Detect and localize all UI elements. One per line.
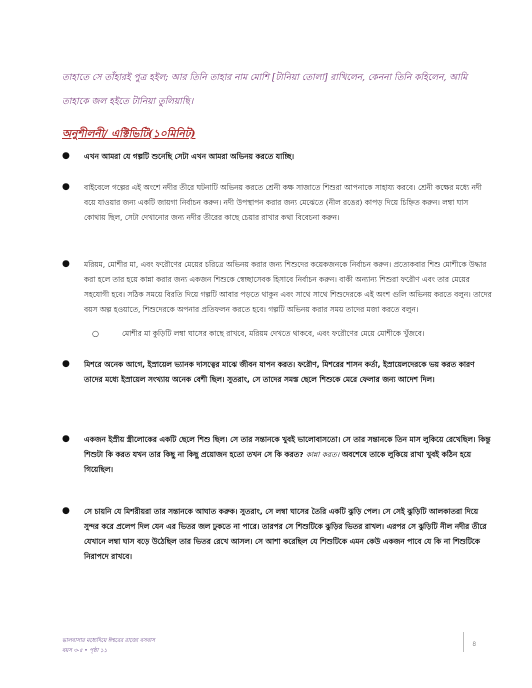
page-number: ৪ [472,640,477,648]
bullet-icon: ● [62,182,70,192]
bullet-icon: ● [62,359,70,369]
activity-heading: অনুশীলনী/ এক্টিভিটি(১০মিনিট) [62,128,196,140]
list-item: ● এখন আমরা যে গল্পটি শুনেছি সেটা এখন আমরা অভিনয় করতে যাচ্ছি। [62,149,492,164]
list-item: ● বাইবেলে গল্পের এই অংশে নদীর তীরে ঘটনাটি অভিনয় করতে শ্রেনী কক্ষ সাজাতে শিশুরা আপনাকে সাহায্য করবে। শ্রেনী কক্ষের মধ্যে নদী বয়ে যাওয়ার জন্য একটি জায়গা নির্বাচন করুন। নদী উপস্থাপন করার জন্য মেঝেতে (নীল রঙের) কাপড় দিয়ে চিহ্নিত করুন। লম্বা ঘাস কোথায় ছিল, সেটা দেখানোর জন্য নদীর তীরের কাছে চেয়ার রাখার কথা বিবেচনা করুন। [62,182,482,222]
intro-quote [62,66,482,114]
bullet-icon: ● [62,506,70,516]
footer-text [62,636,155,656]
list-item: ● সে চায়নি যে মিশরীয়রা তার সন্তানকে আঘাত করুক। সুতরাং, সে লম্বা ঘাসের তৈরি একটি ঝুড়ি পেল। সে সেই ঝুড়িটি আলকাতরা দিয়ে সুন্দর করে প্রলেপ দিল যেন এর ভিতর জল ঢুকতে না পারে। তারপর সে শিশুটিকে ঝুড়ির ভিতর রাখল। এরপর সে ঝুড়িটি নীল নদীর তীরে যেখানে লম্বা ঘাস বড়ে উঠেছিল তার ভিতর রেখে আসল। সে আশা করেছিল যে শিশুটিকে এমন কেউ একজন পাবে যে কি না শিশুটিকে নিরাপদে রাখবে। [62,506,487,561]
intro-line-2: তাহাকে জল হইতে টানিয়া তুলিয়াছি। [62,97,194,107]
italic-answer: কান্না করত। [303,450,340,459]
footer-title: ভালবাসার মধ্যেদিয়ে ঈশ্বরের রাজ্যে বসবাস [62,638,155,644]
bullet-icon: ● [62,151,70,161]
list-item: ● মরিয়ম, মোশীর মা, এবং ফরৌণের মেয়ের চরিত্রে অভিনয় করার জন্য শিশুদের কয়েকজনকে নির্বাচন করুন। প্রত্যেকবার শিশু মোশীকে উদ্ধার করা হলে তার হয়ে কান্না করার জন্য একজন শিশুকে স্বেচ্ছাসেবক হিসাবে নির্বাচন করুন। বাকী অন্যান্য শিশুরা ফরৌণ এবং তার মেয়ের সহযোগী হবে। সঠিক সময়ে বিরতি দিয়ে গল্পটি আবার পড়তে থাকুন এবং সাথে সাথে শিশুদেরকে এই অংশ গুলি অভিনয় করতে বলুন। তাদের বয়স অল্প হওয়াতে, শিশুদেরকে অপনার প্রতিফলন করতে হবে। গল্পটি অভিনয় করার সময় তাদের মজা করতে বলুন। [62,259,492,314]
intro-line-1: তাহাতে সে তাঁহারই পুত্র হইল; আর তিনি তাহার নাম মোশি [টানিয়া তোলা] রাখিলেন, কেননা তিনি কহিলেন, আমি [62,73,468,83]
footer-divider [463,632,464,652]
list-item: ● মিশরে অনেক আগে, ইস্রায়েল ভ্যানক দাসত্বের মাঝে জীবন যাপন করত। ফরৌণ, মিশরের শাসন কর্তা, ইস্রায়েলদেরকে ভয় করত কারণ তাদের মধ্যে ইস্রায়েল সংখ্যায় অনেক বেশী ছিল। সুতরাং, সে তাদের সমস্ত ছেলে শিশুকে মেরে ফেলার জন্য আদেশ দিল। [62,359,475,384]
list-item: ● একজন ইস্রীয় স্ত্রীলোকের একটি ছেলে শিশু ছিল। সে তার সন্তানকে খুবই ভালোবাসতো। সে তার সন্তানকে তিন মাস লুকিয়ে রেখেছিল। কিন্তু শিশুটা কি করত যখন তার কিছু না কিছু প্রয়োজন হতো তখন সে কি করত? কান্না করত। অবশেষে তাকে লুকিয়ে রাখা খুবই কঠিন হয়ে গিয়েছিল। [62,434,491,474]
bullet-icon: ● [62,259,70,269]
footer-subtitle: বয়স ৩-৫ • পৃষ্ঠা ১১ [62,648,108,654]
circle-bullet-icon: ○ [92,329,99,338]
sub-list-item: ○ মোশীর মা কুড়িটি লম্বা ঘাসের কাছে রাখবে, মরিয়ম দেখতে থাকবে, এবং ফরৌণের মেয়ে মোশীকে খুঁজবে। [92,326,492,341]
bullet-icon: ● [62,434,70,444]
